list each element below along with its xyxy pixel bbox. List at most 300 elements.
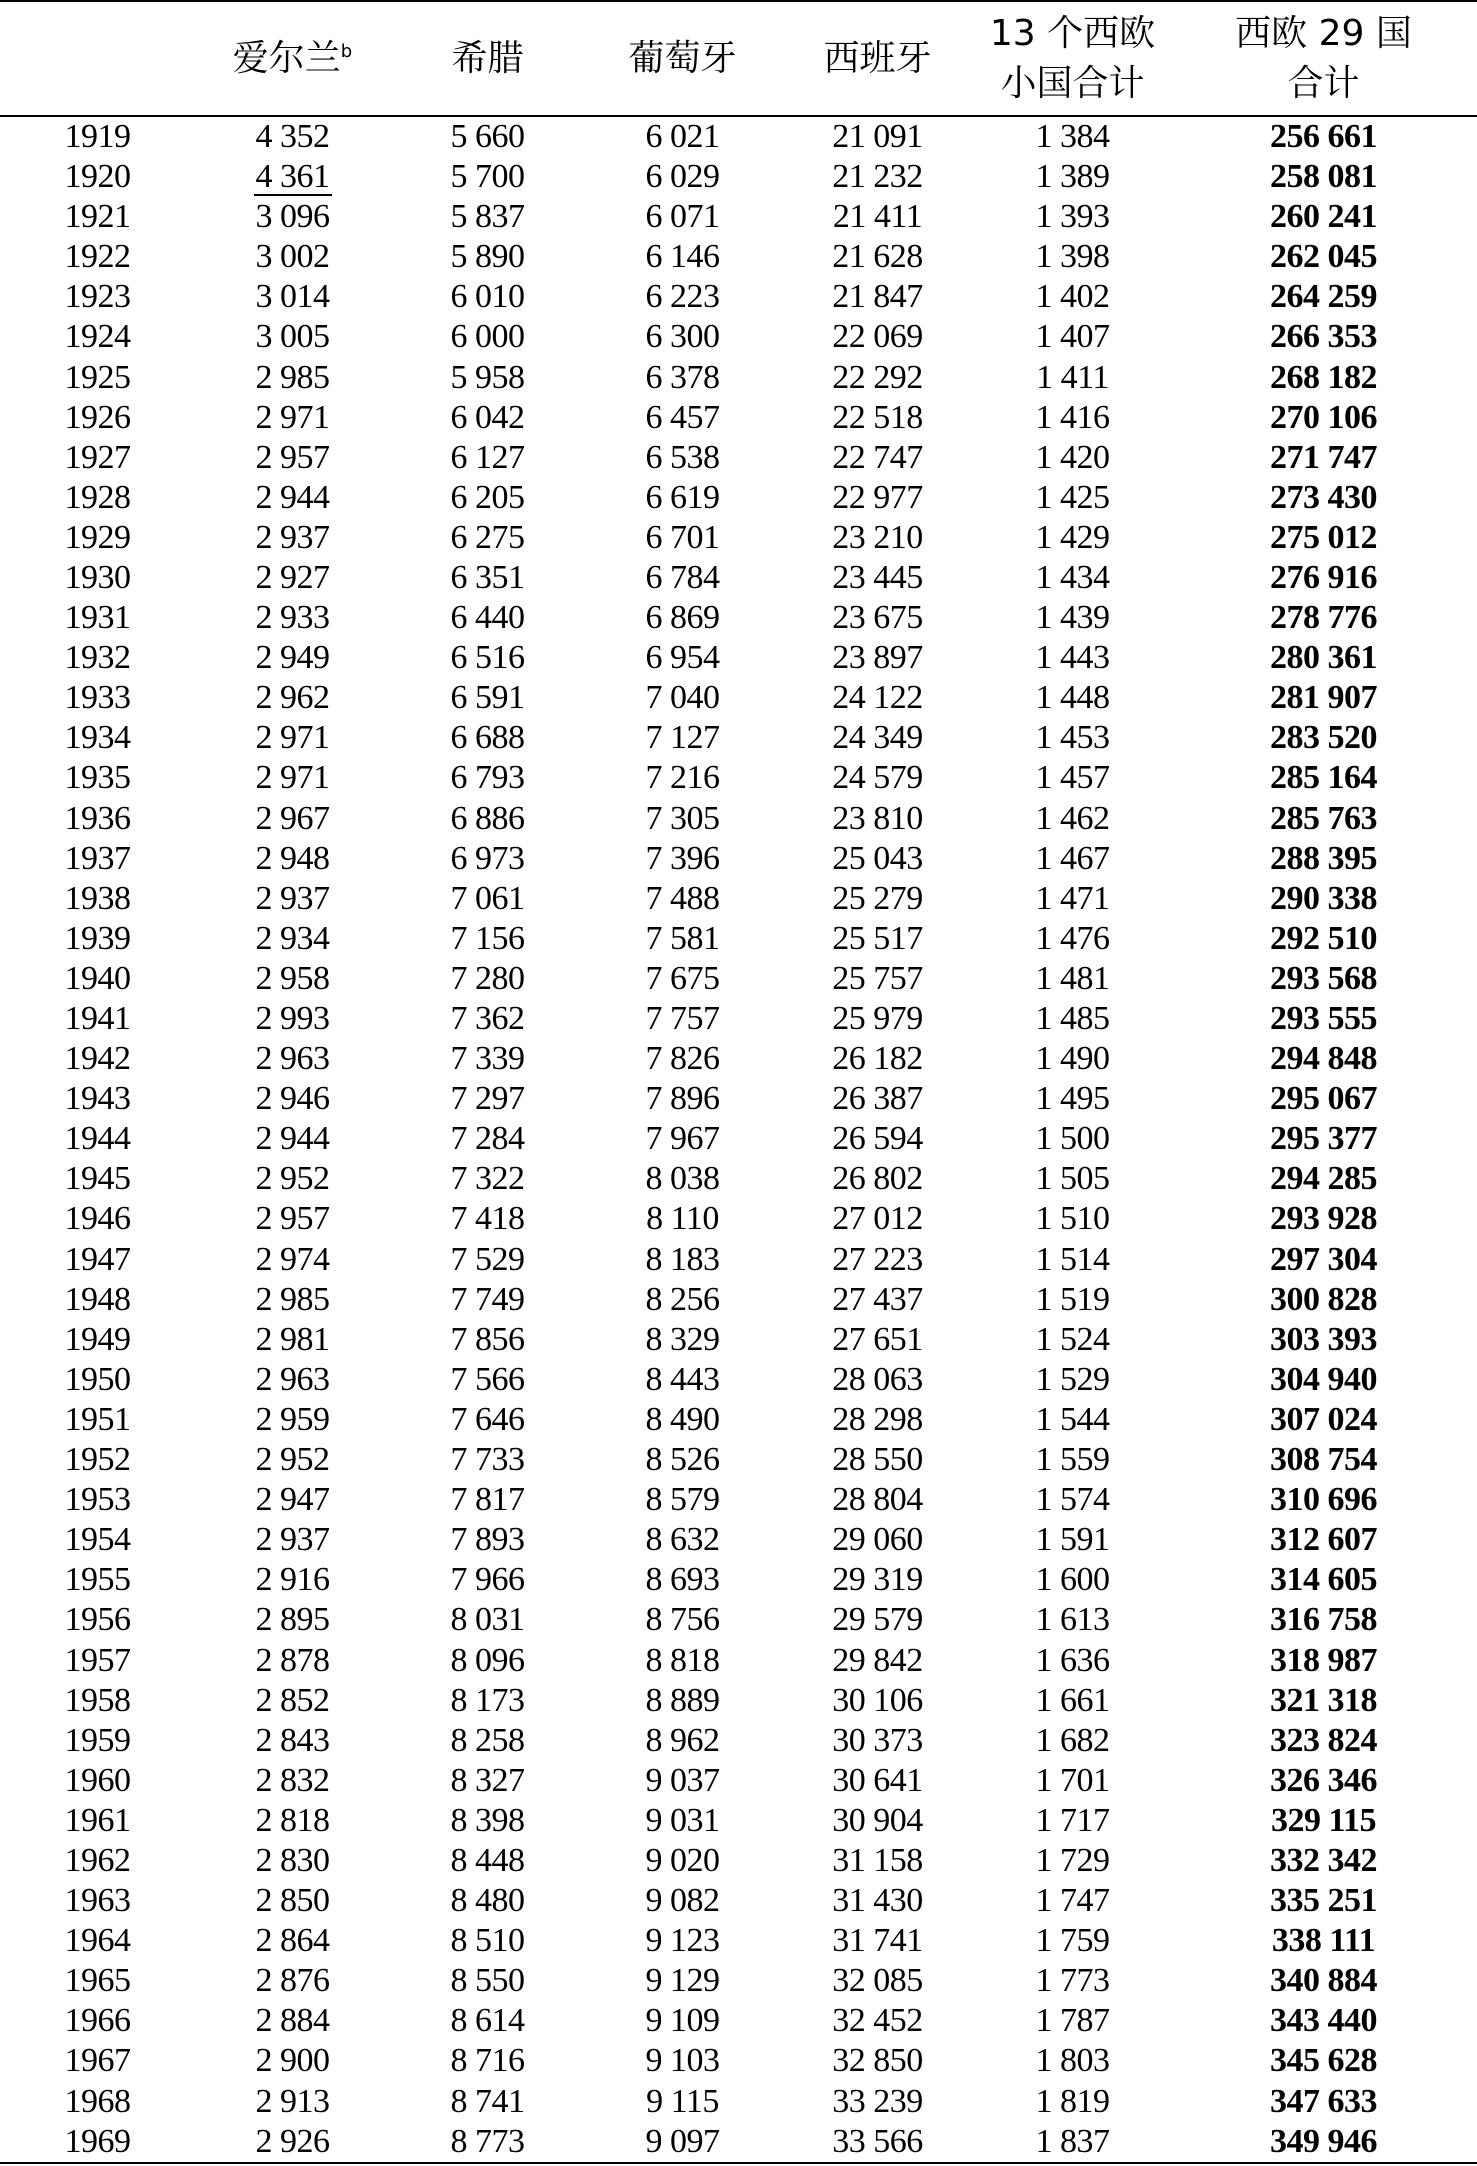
cell-year: 1929: [64, 518, 131, 556]
cell-portugal: 8 183: [645, 1240, 720, 1278]
cell-ireland: 2 884: [255, 2002, 330, 2040]
cell-total29: 323 824: [1270, 1721, 1377, 1759]
cell-year: 1942: [64, 1040, 131, 1078]
cell-spain: 24 579: [832, 759, 923, 797]
cell-ireland: 2 937: [255, 879, 330, 917]
cell-spain: 31 741: [832, 1922, 923, 1960]
cell-spain: 25 279: [832, 879, 923, 917]
cell-greece: 8 480: [450, 1882, 525, 1920]
cell-spain: 26 802: [832, 1160, 923, 1198]
cell-total29: 293 928: [1270, 1200, 1377, 1238]
cell-ireland: 2 933: [255, 599, 330, 637]
cell-small13: 1 476: [1035, 919, 1110, 957]
cell-total29: 264 259: [1270, 278, 1377, 316]
table-row: [0, 1480, 1477, 1520]
cell-small13: 1 682: [1035, 1721, 1110, 1759]
cell-small13: 1 636: [1035, 1641, 1110, 1679]
table-row: [0, 438, 1477, 478]
cell-portugal: 6 619: [645, 478, 720, 516]
cell-ireland: 2 971: [255, 398, 330, 436]
table-row: [0, 1440, 1477, 1480]
cell-small13: 1 759: [1035, 1922, 1110, 1960]
table-row: [0, 758, 1477, 798]
cell-spain: 30 904: [832, 1801, 923, 1839]
cell-total29: 294 285: [1270, 1160, 1377, 1198]
cell-ireland: 2 957: [255, 438, 330, 476]
table-row: [0, 2082, 1477, 2122]
cell-greece: 6 000: [450, 318, 525, 356]
cell-portugal: 9 031: [645, 1801, 720, 1839]
table-row: [0, 157, 1477, 197]
cell-portugal: 9 115: [646, 2082, 719, 2120]
cell-spain: 21 628: [832, 238, 923, 276]
cell-small13: 1 787: [1035, 2002, 1110, 2040]
cell-year: 1944: [64, 1120, 131, 1158]
cell-portugal: 6 538: [645, 438, 720, 476]
cell-portugal: 7 488: [645, 879, 720, 917]
cell-portugal: 7 967: [645, 1120, 720, 1158]
cell-small13: 1 429: [1035, 518, 1110, 556]
cell-small13: 1 425: [1035, 478, 1110, 516]
cell-greece: 8 173: [450, 1681, 525, 1719]
cell-year: 1938: [64, 879, 131, 917]
cell-spain: 23 210: [832, 518, 923, 556]
table-row: [0, 1841, 1477, 1881]
cell-portugal: 9 109: [645, 2002, 720, 2040]
cell-portugal: 7 127: [645, 719, 720, 757]
cell-ireland: 2 947: [255, 1481, 330, 1519]
header-total29: [1170, 1, 1477, 116]
cell-spain: 29 060: [832, 1521, 923, 1559]
cell-spain: 27 437: [832, 1280, 923, 1318]
cell-total29: 349 946: [1170, 2122, 1477, 2163]
cell-greece: 7 156: [450, 919, 525, 957]
cell-greece: 7 733: [450, 1441, 525, 1479]
cell-spain: 33 239: [832, 2082, 923, 2120]
cell-total29: 332 342: [1270, 1841, 1377, 1879]
cell-portugal: 6 954: [645, 639, 720, 677]
cell-portugal: 6 300: [645, 318, 720, 356]
table-row: [0, 1199, 1477, 1239]
cell-small13: 1 559: [1035, 1441, 1110, 1479]
cell-year: 1928: [64, 478, 131, 516]
table-row: [0, 558, 1477, 598]
cell-year: 1968: [64, 2082, 131, 2120]
cell-total29: 303 393: [1270, 1320, 1377, 1358]
cell-small13: 1 729: [1035, 1841, 1110, 1879]
cell-ireland: 2 985: [255, 358, 330, 396]
cell-portugal: 8 256: [645, 1280, 720, 1318]
cell-spain: 25 043: [832, 839, 923, 877]
cell-year: 1926: [64, 398, 131, 436]
cell-portugal: 6 701: [645, 518, 720, 556]
cell-ireland: 2 913: [255, 2082, 330, 2120]
cell-small13: 1 407: [1035, 318, 1110, 356]
cell-greece: 5 890: [450, 238, 525, 276]
cell-greece: 6 886: [450, 799, 525, 837]
cell-spain: 27 223: [832, 1240, 923, 1278]
cell-small13: 1 485: [1035, 1000, 1110, 1038]
cell-total29: 308 754: [1270, 1441, 1377, 1479]
cell-ireland: 2 962: [255, 679, 330, 717]
cell-spain: 21 232: [832, 158, 923, 196]
cell-total29: 297 304: [1270, 1240, 1377, 1278]
cell-greece: 6 516: [450, 639, 525, 677]
cell-spain: 22 977: [832, 478, 923, 516]
cell-portugal: 8 443: [645, 1360, 720, 1398]
cell-total29: 290 338: [1270, 879, 1377, 917]
cell-portugal: 7 581: [645, 919, 720, 957]
cell-spain: 30 641: [832, 1761, 923, 1799]
cell-total29: 300 828: [1270, 1280, 1377, 1318]
table-row: [0, 1801, 1477, 1841]
cell-year: 1925: [64, 358, 131, 396]
table-row: [0, 718, 1477, 758]
cell-total29: 260 241: [1270, 198, 1377, 236]
cell-greece: 5 700: [450, 158, 525, 196]
cell-total29: 292 510: [1270, 919, 1377, 957]
cell-portugal: 8 038: [645, 1160, 720, 1198]
cell-spain: 28 298: [832, 1400, 923, 1438]
table-body: [0, 116, 1477, 2163]
cell-ireland: 3 005: [255, 318, 330, 356]
cell-spain: 26 182: [832, 1040, 923, 1078]
cell-greece: 6 688: [450, 719, 525, 757]
cell-total29: 312 607: [1270, 1521, 1377, 1559]
cell-greece: 6 591: [450, 679, 525, 717]
cell-year: 1945: [64, 1160, 131, 1198]
cell-ireland: 3 014: [255, 278, 330, 316]
table-row: [0, 398, 1477, 438]
cell-spain: 21 847: [832, 278, 923, 316]
table-row: [0, 839, 1477, 879]
cell-year: 1934: [64, 719, 131, 757]
cell-ireland: 2 993: [255, 1000, 330, 1038]
cell-small13: 1 773: [1035, 1962, 1110, 2000]
cell-spain: 25 517: [832, 919, 923, 957]
table-row: [0, 1360, 1477, 1400]
cell-total29: 280 361: [1270, 639, 1377, 677]
cell-ireland: 2 916: [255, 1561, 330, 1599]
cell-ireland: 2 946: [255, 1080, 330, 1118]
cell-total29: 285 763: [1270, 799, 1377, 837]
header-small13-line1: 13 个西欧: [989, 12, 1156, 54]
cell-small13: 1 819: [1035, 2082, 1110, 2120]
cell-greece: 8 510: [450, 1922, 525, 1960]
header-ireland: [195, 1, 390, 116]
cell-year: 1922: [64, 238, 131, 276]
cell-year: 1959: [64, 1721, 131, 1759]
cell-greece: 7 966: [450, 1561, 525, 1599]
table-row: [0, 999, 1477, 1039]
cell-small13: 1 837: [975, 2122, 1170, 2163]
cell-small13: 1 701: [1035, 1761, 1110, 1799]
cell-greece: 7 566: [450, 1360, 525, 1398]
cell-total29: 293 568: [1270, 959, 1377, 997]
table-row: [0, 1400, 1477, 1440]
cell-portugal: 8 526: [645, 1441, 720, 1479]
cell-year: 1955: [64, 1561, 131, 1599]
cell-portugal: 7 040: [645, 679, 720, 717]
table-row: [0, 799, 1477, 839]
table-row: [0, 237, 1477, 277]
cell-greece: 8 398: [450, 1801, 525, 1839]
cell-total29: 262 045: [1270, 238, 1377, 276]
cell-greece: 8 550: [450, 1962, 525, 2000]
cell-small13: 1 457: [1035, 759, 1110, 797]
header-greece: 希腊: [390, 1, 585, 116]
cell-spain: 26 594: [832, 1120, 923, 1158]
cell-portugal: 8 962: [645, 1721, 720, 1759]
cell-year: 1954: [64, 1521, 131, 1559]
cell-small13: 1 393: [1035, 198, 1110, 236]
table-row: [0, 1280, 1477, 1320]
cell-ireland: 2 937: [255, 518, 330, 556]
table-row: [0, 1240, 1477, 1280]
cell-portugal: 8 693: [645, 1561, 720, 1599]
cell-portugal: 6 223: [645, 278, 720, 316]
cell-greece: 6 010: [450, 278, 525, 316]
table-row: [0, 1721, 1477, 1761]
cell-year: 1964: [64, 1922, 131, 1960]
cell-total29: 288 395: [1270, 839, 1377, 877]
table-row: [0, 598, 1477, 638]
table-row: [0, 1159, 1477, 1199]
cell-year: 1931: [64, 599, 131, 637]
cell-small13: 1 519: [1035, 1280, 1110, 1318]
cell-small13: 1 505: [1035, 1160, 1110, 1198]
cell-total29: 307 024: [1270, 1400, 1377, 1438]
cell-portugal: 6 146: [645, 238, 720, 276]
cell-spain: 21 411: [832, 198, 923, 236]
cell-year: 1966: [64, 2002, 131, 2040]
cell-total29: 293 555: [1270, 1000, 1377, 1038]
table-row: [0, 1921, 1477, 1961]
table-row: [0, 357, 1477, 397]
cell-year: 1965: [64, 1962, 131, 2000]
cell-ireland: 2 843: [255, 1721, 330, 1759]
cell-small13: 1 462: [1035, 799, 1110, 837]
cell-spain: 25 757: [832, 959, 923, 997]
cell-greece: 6 275: [450, 518, 525, 556]
cell-small13: 1 591: [1035, 1521, 1110, 1559]
cell-year: 1935: [64, 759, 131, 797]
cell-small13: 1 439: [1035, 599, 1110, 637]
cell-year: 1952: [64, 1441, 131, 1479]
cell-spain: 22 069: [832, 318, 923, 356]
cell-year: 1940: [64, 959, 131, 997]
cell-total29: 304 940: [1270, 1360, 1377, 1398]
cell-ireland: 2 895: [255, 1601, 330, 1639]
cell-portugal: 8 632: [645, 1521, 720, 1559]
cell-spain: 28 063: [832, 1360, 923, 1398]
cell-year: 1933: [64, 679, 131, 717]
table-row: [0, 1560, 1477, 1600]
cell-total29: 258 081: [1270, 158, 1377, 196]
cell-ireland: 2 937: [255, 1521, 330, 1559]
table-row: [0, 116, 1477, 157]
cell-greece: 5 837: [450, 198, 525, 236]
cell-total29: 314 605: [1270, 1561, 1377, 1599]
cell-small13: 1 411: [1036, 358, 1109, 396]
cell-portugal: 8 889: [645, 1681, 720, 1719]
cell-portugal: 9 037: [645, 1761, 720, 1799]
cell-spain: 25 979: [832, 1000, 923, 1038]
cell-small13: 1 481: [1035, 959, 1110, 997]
cell-ireland: 2 832: [255, 1761, 330, 1799]
cell-spain: 30 106: [832, 1681, 923, 1719]
cell-total29: 318 987: [1270, 1641, 1377, 1679]
cell-portugal: 8 110: [646, 1200, 719, 1238]
cell-spain: 23 897: [832, 639, 923, 677]
cell-small13: 1 443: [1035, 639, 1110, 677]
cell-portugal: 6 869: [645, 599, 720, 637]
cell-ireland: 3 002: [255, 238, 330, 276]
cell-year: 1960: [64, 1761, 131, 1799]
table-row: [0, 1881, 1477, 1921]
cell-portugal: 7 896: [645, 1080, 720, 1118]
cell-small13: 1 402: [1035, 278, 1110, 316]
header-portugal: 葡萄牙: [585, 1, 780, 116]
cell-small13: 1 514: [1035, 1240, 1110, 1278]
cell-spain: 31 430: [832, 1882, 923, 1920]
cell-small13: 1 495: [1035, 1080, 1110, 1118]
cell-spain: 30 373: [832, 1721, 923, 1759]
cell-greece: 8 096: [450, 1641, 525, 1679]
cell-year: 1962: [64, 1841, 131, 1879]
cell-small13: 1 661: [1035, 1681, 1110, 1719]
cell-year: 1961: [64, 1801, 131, 1839]
cell-portugal: 9 020: [645, 1841, 720, 1879]
cell-year: 1937: [64, 839, 131, 877]
cell-total29: 268 182: [1270, 358, 1377, 396]
cell-spain: 21 091: [832, 118, 923, 155]
table-row: [0, 879, 1477, 919]
cell-ireland: 2 985: [255, 1280, 330, 1318]
cell-greece: 8 258: [450, 1721, 525, 1759]
cell-ireland: 2 967: [255, 799, 330, 837]
cell-portugal: 7 305: [645, 799, 720, 837]
cell-spain: 29 579: [832, 1601, 923, 1639]
table-row: [0, 678, 1477, 718]
cell-year: 1920: [64, 158, 131, 196]
cell-year: 1951: [64, 1400, 131, 1438]
cell-greece: 7 322: [450, 1160, 525, 1198]
cell-ireland: 2 958: [255, 959, 330, 997]
header-small13: [975, 1, 1170, 116]
cell-ireland: 2 963: [255, 1040, 330, 1078]
cell-small13: 1 613: [1035, 1601, 1110, 1639]
table-header: [0, 1, 1477, 116]
cell-ireland: 2 934: [255, 919, 330, 957]
cell-ireland: 2 971: [255, 759, 330, 797]
cell-total29: 271 747: [1270, 438, 1377, 476]
cell-total29: 345 628: [1270, 2042, 1377, 2080]
cell-ireland: 2 926: [195, 2122, 390, 2163]
cell-total29: 278 776: [1270, 599, 1377, 637]
table-row: [0, 2041, 1477, 2081]
header-total29-line1: 西欧 29 国: [1235, 12, 1412, 54]
cell-ireland: 2 971: [255, 719, 330, 757]
table-row: [0, 1119, 1477, 1159]
header-year: [0, 1, 195, 116]
cell-year: 1969: [0, 2122, 195, 2163]
cell-spain: 24 349: [832, 719, 923, 757]
table-row: [0, 2001, 1477, 2041]
cell-portugal: 6 029: [645, 158, 720, 196]
cell-portugal: 8 818: [645, 1641, 720, 1679]
cell-portugal: 6 784: [645, 558, 720, 596]
cell-ireland: 2 927: [255, 558, 330, 596]
cell-year: 1923: [64, 278, 131, 316]
cell-greece: 7 893: [450, 1521, 525, 1559]
cell-greece: 7 646: [450, 1400, 525, 1438]
cell-spain: 22 518: [832, 398, 923, 436]
cell-portugal: 7 675: [645, 959, 720, 997]
cell-greece: 8 716: [450, 2042, 525, 2080]
cell-small13: 1 448: [1035, 679, 1110, 717]
cell-small13: 1 416: [1035, 398, 1110, 436]
cell-ireland: [195, 157, 390, 197]
table-row: [0, 1520, 1477, 1560]
table-row: [0, 919, 1477, 959]
cell-small13: 1 524: [1035, 1320, 1110, 1358]
cell-greece: 6 440: [450, 599, 525, 637]
cell-spain: 27 651: [832, 1320, 923, 1358]
cell-portugal: 9 123: [645, 1922, 720, 1960]
cell-portugal: 6 071: [645, 198, 720, 236]
cell-year: 1947: [64, 1240, 131, 1278]
cell-total29: 275 012: [1270, 518, 1377, 556]
underlined-value: 4 361: [255, 158, 330, 196]
cell-greece: 5 660: [450, 118, 525, 155]
cell-greece: 7 280: [450, 959, 525, 997]
table-row: [0, 1600, 1477, 1640]
cell-year: 1950: [64, 1360, 131, 1398]
cell-year: 1958: [64, 1681, 131, 1719]
cell-year: 1936: [64, 799, 131, 837]
cell-greece: 6 205: [450, 478, 525, 516]
cell-ireland: 2 852: [255, 1681, 330, 1719]
cell-spain: 29 842: [832, 1641, 923, 1679]
table-row: [0, 1640, 1477, 1680]
cell-small13: 1 453: [1035, 719, 1110, 757]
header-total29-line2: 合计: [1287, 62, 1360, 104]
cell-year: 1930: [64, 558, 131, 596]
cell-year: 1963: [64, 1882, 131, 1920]
cell-greece: 5 958: [450, 358, 525, 396]
cell-small13: 1 490: [1035, 1040, 1110, 1078]
cell-portugal: 8 756: [645, 1601, 720, 1639]
cell-year: 1932: [64, 639, 131, 677]
cell-ireland: 2 850: [255, 1882, 330, 1920]
cell-total29: 256 661: [1270, 118, 1377, 155]
cell-greece: 8 773: [390, 2122, 585, 2163]
cell-ireland: 2 981: [255, 1320, 330, 1358]
cell-ireland: 3 096: [255, 198, 330, 236]
table-row: [0, 1079, 1477, 1119]
cell-ireland: 2 900: [255, 2042, 330, 2080]
cell-spain: 28 550: [832, 1441, 923, 1479]
cell-greece: 6 351: [450, 558, 525, 596]
cell-spain: 23 675: [832, 599, 923, 637]
cell-portugal: 9 103: [645, 2042, 720, 2080]
cell-ireland: 2 959: [255, 1400, 330, 1438]
header-small13-line2: 小国合计: [1000, 62, 1145, 104]
cell-portugal: 8 490: [645, 1400, 720, 1438]
cell-year: 1941: [64, 1000, 131, 1038]
cell-total29: 295 067: [1270, 1080, 1377, 1118]
